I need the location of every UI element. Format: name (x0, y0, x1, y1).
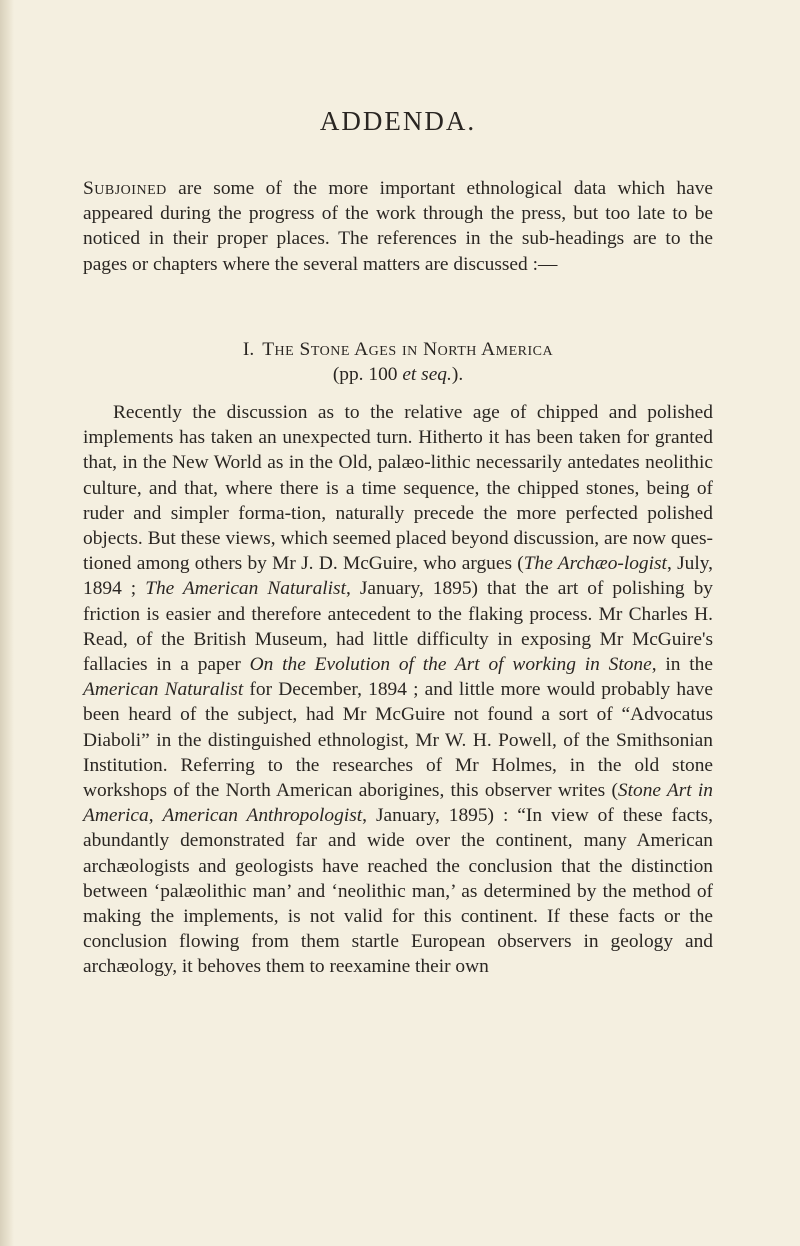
body-text-4: , in the (651, 654, 713, 676)
citation-american-naturalist-2: American Naturalist (83, 679, 244, 701)
page-title: ADDENDA. (319, 106, 477, 136)
body-text-2: , July, 1894 ; (83, 553, 713, 600)
citation-american-anthropologist: American Anthropologist (162, 805, 363, 827)
section-number: I. (242, 339, 255, 360)
page-gutter-shadow (0, 0, 14, 1246)
body-text-6: , (148, 805, 163, 827)
intro-text: are some of the more important ethnological data which have appeared during the progress of the work through the press, but too late to be noticed in their proper places. The references in the sub-headings are to the pages or chapters where the several matters are discussed :— (83, 178, 713, 275)
body-text-1: Recently the discussion as to the relative age of chipped and polished implements has taken an unexpected turn. Hitherto it has been taken for granted that, in the New World as in the Old, palæo-lithic necessarily antedates neolithic culture, and that, where there is a time sequence, the chipped stones, being of ruder and simpler forma-tion, naturally precede the more perfected polished objects. But these views, which seemed placed beyond discussion, are now ques-tioned among others by Mr J. D. McGuire, who argues ( (83, 402, 713, 575)
intro-lead-word: Subjoined (83, 178, 167, 199)
intro-paragraph (83, 176, 713, 277)
section-title: The Stone Ages in North America (262, 339, 554, 360)
citation-stone-art: Stone Art in America (83, 780, 713, 827)
section-heading (83, 337, 713, 387)
body-text-7: , January, 1895) : “In view of these facts, abundantly demonstrated far and wide over the continent, many American archæologists and geologists have reached the conclusion that the distinction between ‘palæolithic man’ and ‘neolithic man,’ as determined by the method of making the implements, is not valid for this continent. If these facts or the conclusion flowing from them startle European observers in geology and archæology, it behoves them to reexamine their own (83, 805, 714, 978)
pages-close: ). (451, 364, 464, 386)
body-text-5: for December, 1894 ; and little more would probably have been heard of the subject, had Mr McGuire not found a sort of “Advocatus Diaboli” in the distinguished ethnologist, Mr W. H. Powell, of the Smithsonian Institution. Referring to the researches of Mr Holmes, in the old stone workshops of the North American aborigines, this observer writes ( (83, 679, 713, 802)
body-text-3: , January, 1895) that the art of polishing by friction is easier and therefore antecedent to the flaking process. Mr Charles H. Read, of the British Museum, had little difficulty in exposing Mr McGuire's fallacies in a paper (83, 578, 713, 676)
citation-archaeologist: The Archæo-logist (523, 553, 667, 575)
citation-american-naturalist: The American Naturalist (145, 578, 346, 600)
citation-evolution-of-art: On the Evolution of the Art of working in Stone (249, 654, 652, 676)
section-page-reference (83, 362, 713, 387)
pages-open: (pp. 100 (332, 364, 403, 386)
body-paragraph (83, 400, 713, 980)
pages-italic: et seq. (402, 364, 452, 386)
